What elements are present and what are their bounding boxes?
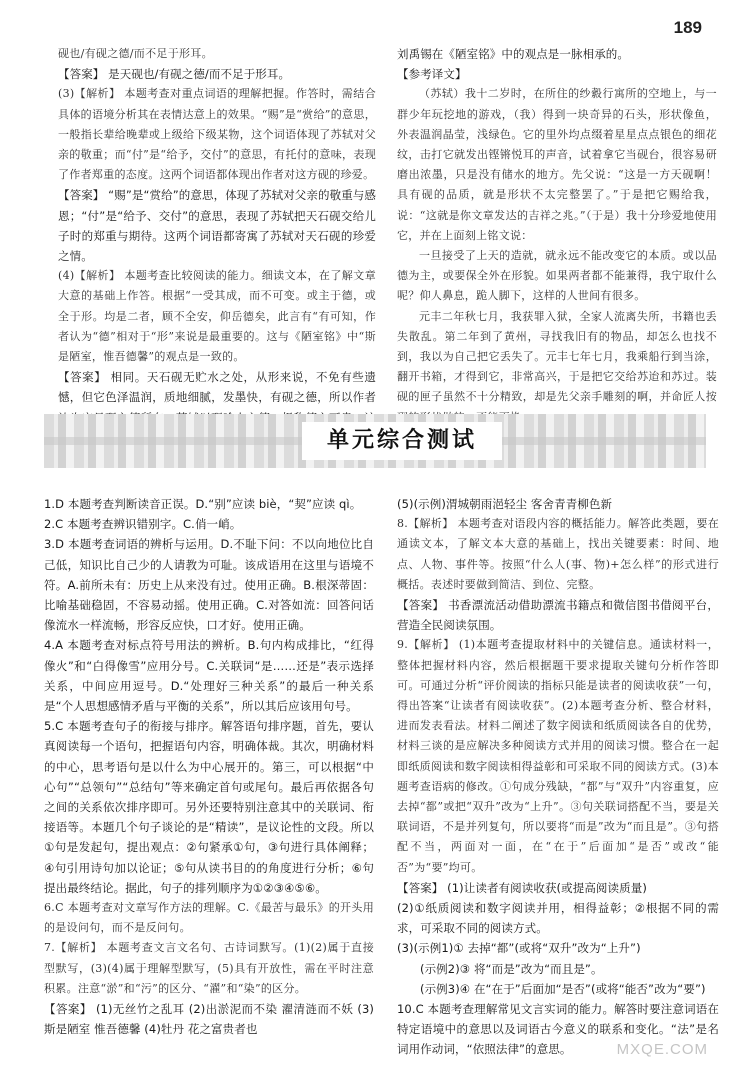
paragraph: 1.D 本题考查判断读音正误。D.“别”应读 biè，“契”应读 qì。 [44, 497, 362, 511]
paragraph: 6.C 本题考查对文章写作方法的理解。C.《最苦与最乐》的开头用的是设问句，而不是反问句。 [44, 901, 374, 935]
watermark-logo: MXQE.COM [616, 1041, 708, 1058]
paragraph: 【答案】 (1)无丝竹之乱耳 (2)出淤泥而不染 濯清涟而不妖 (3)斯是陋室 惟吾德馨 (4)牡丹 花之富贵者也 [44, 1002, 374, 1037]
paragraph: 9.【解析】 (1)本题考查提取材料中的关键信息。通读材料一，整体把握材料内容，然后根据题干要求提取关键句分析作答即可。可通过分析“评价阅读的指标只能是读者的阅读收获”一句，得出答案“让读者有阅读收获”。(2)本题考查分析、整合材料，进而发表看法。材料二阐述了数字阅读和纸质阅读各自的优势，材料三谈的是应解决多种阅读方式并用的阅读习惯。整合在一起即纸质阅读和数字阅读相得益彰和可采取不同的阅读方式。(3)本题考查语病的修改。①句成分残缺，“都”与“双升”内容重复，应去掉“都”或把“双升”改为“上升”。③句关联词搭配不当，要是关联词语，不是并列复句，所以要将“而是”改为“而且是”。③句搭配不当，两面对一面，在“在于”后面加“是否”或改“能否”为“要”均可。 [397, 638, 719, 874]
left-bottom-column [44, 494, 374, 1039]
page-number: 189 [673, 18, 702, 37]
paragraph: (3)(示例1)① 去掉“都”(或将“双升”改为“上升”) [397, 941, 641, 956]
paragraph: 【参考译文】 [397, 67, 467, 82]
paragraph: (2)①纸质阅读和数字阅读并用，相得益彰；②根据不同的需求，可采取不同的阅读方式。 [397, 901, 719, 936]
right-bottom-column [397, 494, 719, 1060]
paragraph: 2.C 本题考查辨识错别字。C.俏一峭。 [44, 517, 242, 532]
paragraph: 【答案】 书香漂流活动借助漂流书籍点和微信图书借阅平台，营造全民阅读氛围。 [397, 598, 719, 633]
paragraph: 刘禹锡在《陋室铭》中的观点是一脉相承的。 [397, 47, 629, 61]
section-title: 单元综合测试 [302, 422, 502, 460]
right-top-column [397, 44, 717, 428]
left-top-column [58, 44, 376, 448]
paragraph: 【答案】 “赐”是“赏给”的意思，体现了苏轼对父亲的敬重与感恩；“付”是“给予、交付”的意思，表现了苏轼把天石砚交给儿子时的郑重与期待。这两个词语都寄寓了苏轼对天石砚的珍爱之情。 [58, 188, 376, 264]
paragraph: 5.C 本题考查句子的衔接与排序。解答语句排序题，首先，要认真阅读每一个语句，把握语句内容，明确体裁。其次，明确材料的中心，思考语句是以什么为中心展开的。第三，可以根据“中心句”“总领句”“总结句”等来确定首句或尾句。最后再依据各句之间的关系依次排序即可。另外还要特别注意其中的关联词、衔接语等。本题几个句子谈论的是“精读”，是议论性的文段。所以①句是发起句，提出观点：②句紧承①句，③句进行具体阐释；④句引用诗句加以论证；⑤句从读书目的的角度进行分析；⑥句提出最终结论。据此，句子的排列顺序为①②③④⑤⑥。 [44, 719, 374, 895]
paragraph: 3.D 本题考查词语的辨析与运用。D.不耻下问：不以向地位比自己低，知识比自己少的人请教为可耻。该成语用在这里与语境不符。A.前所未有：历史上从来没有过。使用正确。B.根深蒂固：比喻基础稳固，不容易动摇。使用正确。C.对答如流：回答问话像流水一样流畅，形容反应快，口才好。使用正确。 [44, 537, 374, 633]
section-banner [44, 414, 706, 468]
paragraph: 砚也/有砚之德/而不足于形耳。 [58, 47, 213, 60]
paragraph: 【答案】 是天砚也/有砚之德/而不足于形耳。 [58, 67, 291, 82]
paragraph: (5)(示例)渭城朝雨浥轻尘 客舍青青柳色新 [397, 497, 613, 511]
paragraph: 【答案】 相同。天石砚无贮水之处，从形来说，不免有些遗憾，但它色泽温润，质地细腻，发墨快，有砚之德，所以作者 [58, 370, 376, 405]
paragraph: 8.【解析】 本题考查对语段内容的概括能力。解答此类题，要在通读文本，了解文本大意的基础上，找出关键要素：时间、地点、人物、事件等。按照“什么人(事、物)+怎么样”的形式进行概括。表述时要做到简洁、到位、完整。 [397, 517, 719, 591]
paragraph: (示例2)③ 将“而是”改为“而且是”。 [420, 961, 603, 976]
paragraph: 一旦接受了上天的造就，就永远不能改变它的本质。或以品德为主，或要保全外在形貌。如果两者都不能兼得，我宁取什么呢？仰人鼻息，跪人脚下，这样的人世间有很多。 [397, 249, 717, 303]
paragraph: 元丰二年秋七月，我获罪入狱，全家人流离失所，书籍也丢失散乱。第二年到了黄州，寻找我旧有的物品，却怎么也找不到，我以为自己把它丢失了。元丰七年七月，我乘船行到当涂，翻开书箱，才得到它，非常高兴，于是把它交给苏迨和苏过。装砚的匣子虽然不十分精致，却是先父亲手雕刻的啊，并命匠人按 [397, 309, 717, 404]
paragraph: 7.【解析】 本题考查文言文名句、古诗词默写。(1)(2)属于直接型默写，(3)(4)属于理解型默写，(5)具有开放性，需在平时注意积累。注意“淤”和“污”的区分、“濯”和“染”的区分。 [44, 941, 374, 995]
paragraph: (3)【解析】 本题考查对重点词语的理解把握。作答时，需结合具体的语境分析其在表情达意上的效果。“赐”是“赏给”的意思，一般指长辈给晚辈或上级给下级某物，这个词语体现了苏轼对父亲的敬重；而“付”是“给予，交付”的意思，有托付的意味，表现了作者郑重的态度。这两个词语都体现出作者对这方砚的珍爱。 [58, 87, 376, 182]
paragraph: 【答案】 (1)让读者有阅读收获(或提高阅读质量) [397, 880, 647, 895]
paragraph: 10.C 本题考查理解常见文言实词的能力。解答时要注意词语在特定语境中的意思以及词语古今意义的联系和变化。“法”是名词用作动词，“依照法律”的意思。 [397, 1002, 719, 1057]
paragraph: (4)【解析】 本题考查比较阅读的能力。细读文本，在了解文章大意的基础上作答。根据“一受其成，而不可变。或主于德，或全于形。均是二者，顾不全安，仰岳德矣，此言有“有可知，作者认为“德”相对于“形”来说是最重要的。这与《陋室铭》中“斯是陋室，惟吾德馨”的观点是一致的。 [58, 269, 376, 364]
paragraph: 4.A 本题考查对标点符号用法的辨析。B.句内构成排比，“红得像火”和“白得像雪”应用分号。C.关联词“是……还是”表示选择关系，中间应用逗号。D.“处理好三种关系”的最后一种关系是“个人思想感情矛盾与平衡的关系”，所以其后应该用句号。 [44, 638, 374, 714]
paragraph: （苏轼）我十二岁时，在所住的纱縠行寓所的空地上，与一群少年玩挖地的游戏，（我）得到一块奇异的石头，形状像鱼，外表温润晶莹，浅绿色。它的里外均点缀着星星点点银色的细花纹，击打它就发出铿锵悦耳的声音，试着拿它当砚台，很容易研磨出浓墨，只是没有储水的地方。先父说：“这是一方天砚啊！具有砚的品质，就是形状不太完整罢了。”于是把它赐给我，说：“这就是你文章发达的吉祥之兆。”（于是）我十分珍爱地使用它，并在上面刻上铭文说： [397, 87, 717, 242]
paragraph: (示例3)④ 在“在于”后面加“是否”(或将“能否”改为“要”) [420, 981, 706, 996]
